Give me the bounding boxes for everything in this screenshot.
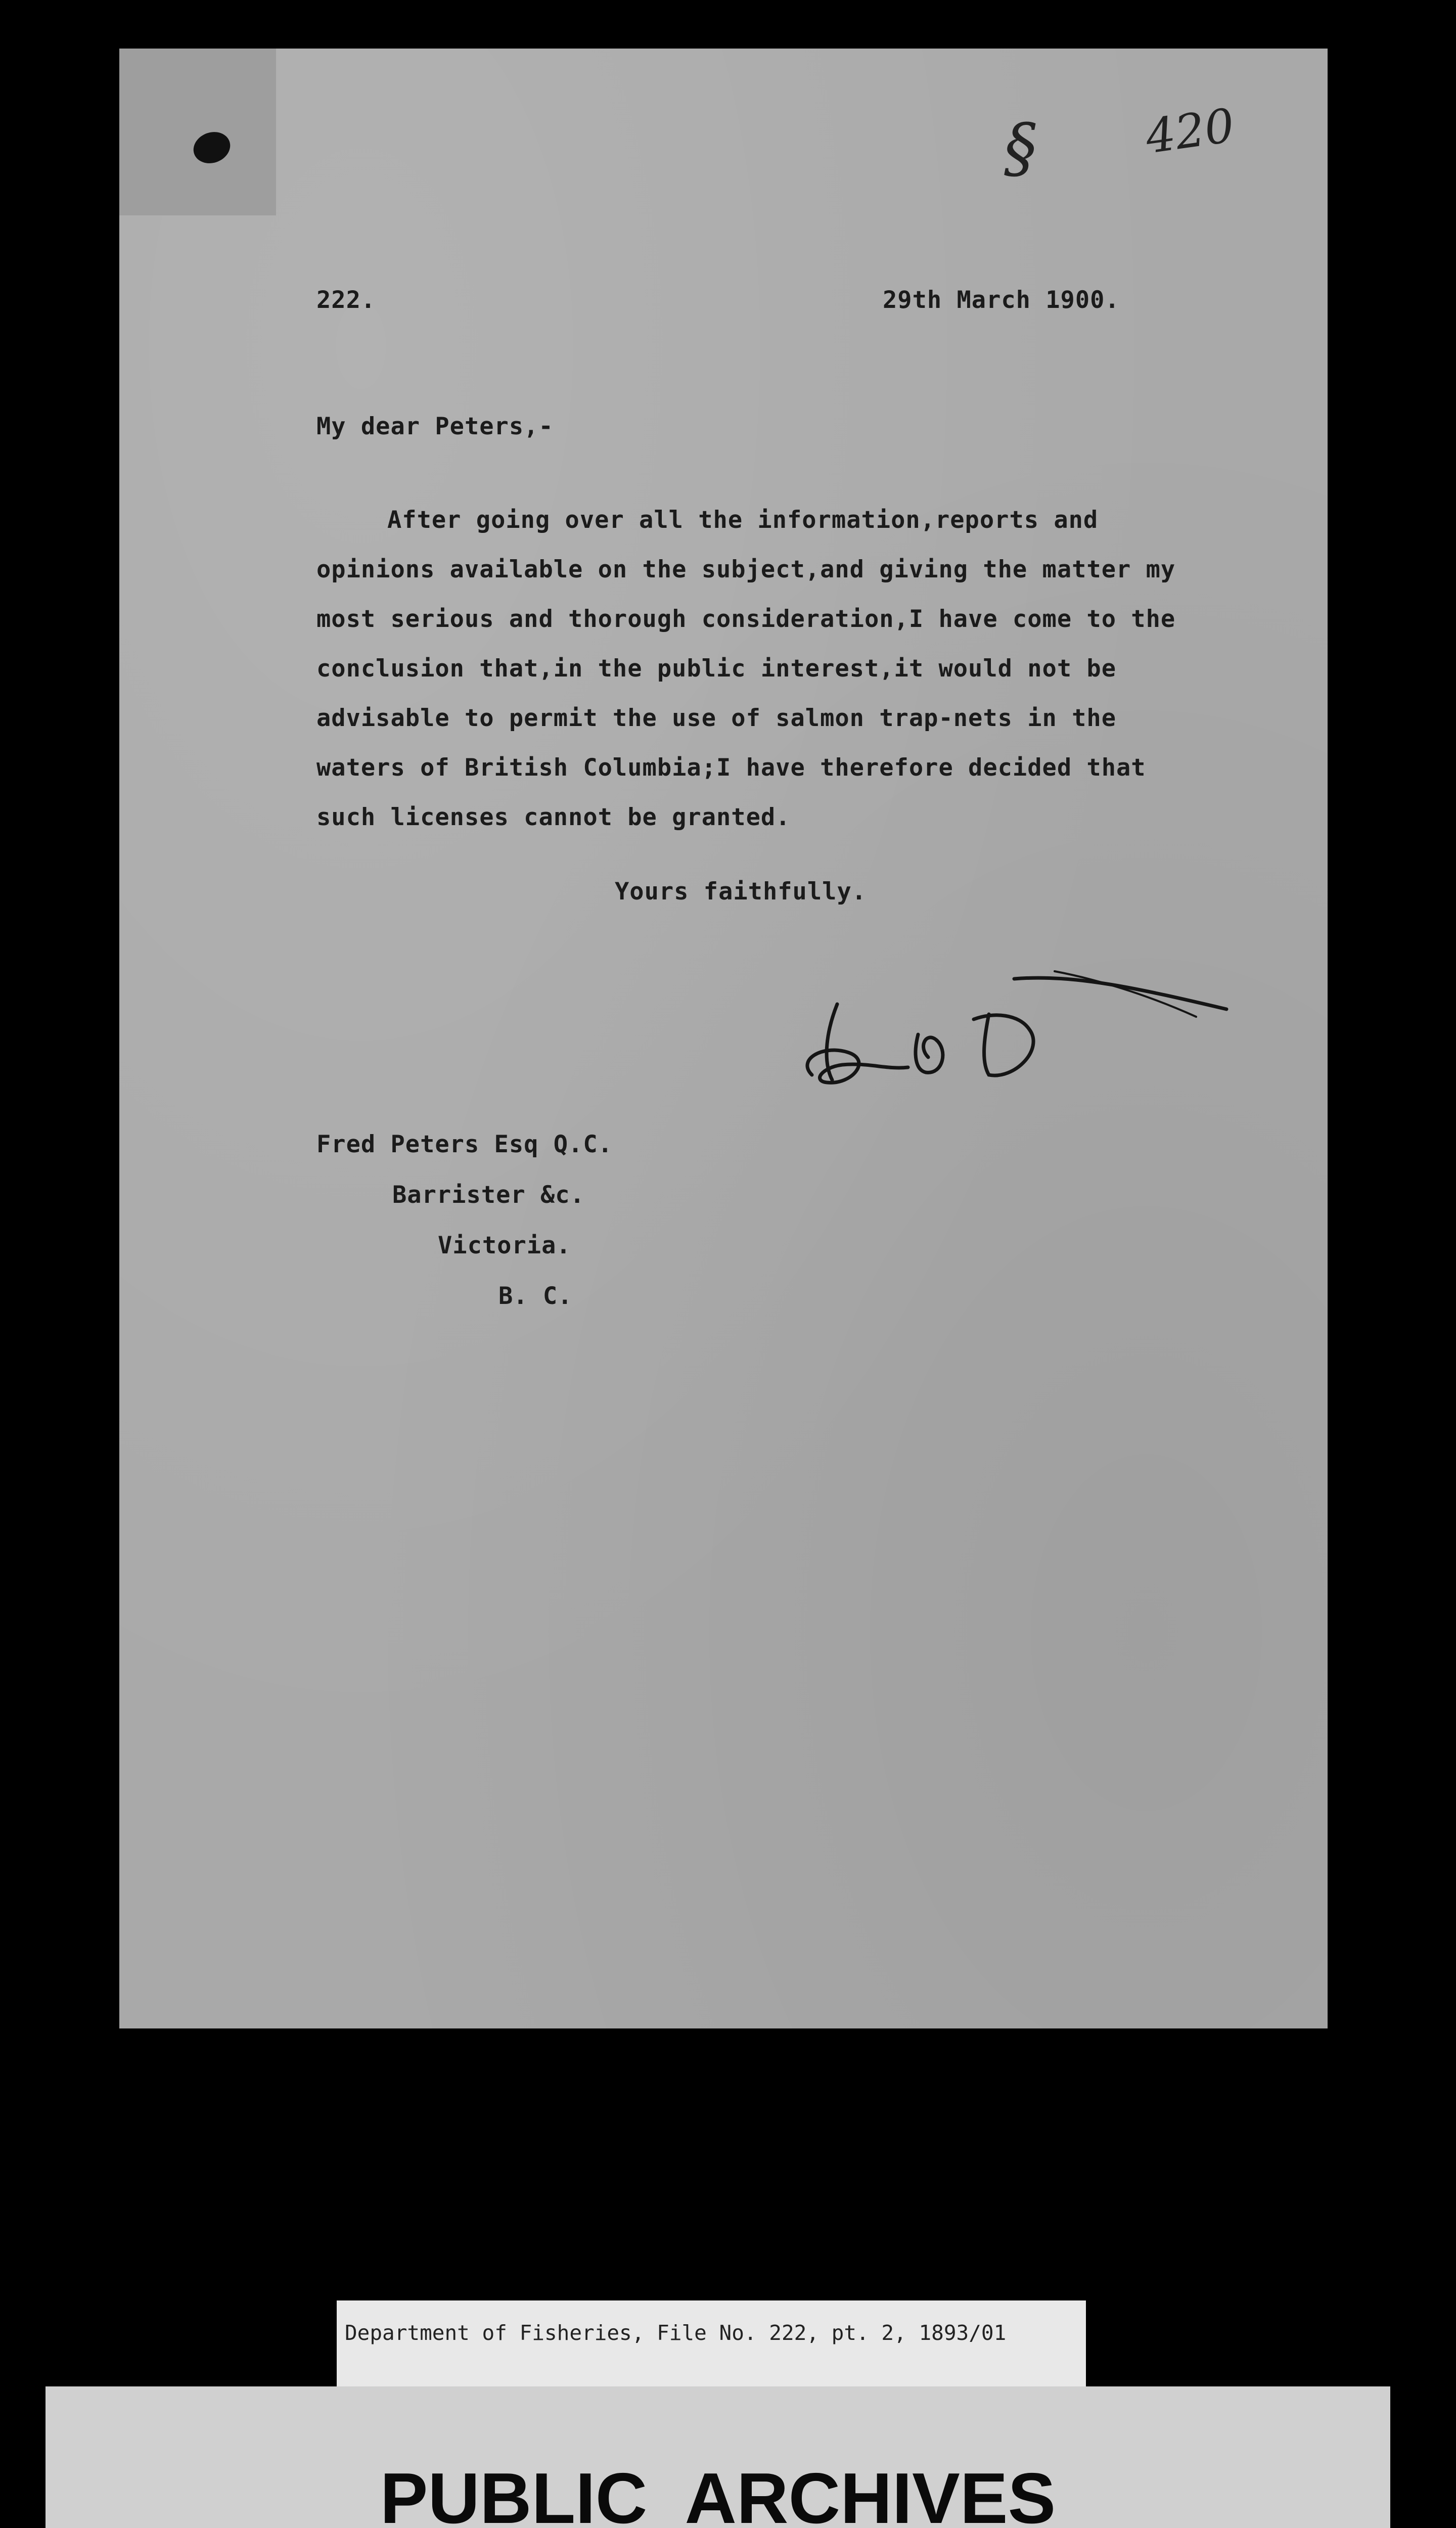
body-line: conclusion that,in the public interest,it would not be	[316, 655, 1117, 683]
signature-scribble	[792, 959, 1247, 1110]
body-line: After going over all the information,reports and	[387, 506, 1099, 534]
address-line: Barrister &c.	[392, 1181, 585, 1209]
handwritten-number: 420	[1142, 98, 1238, 164]
handwritten-symbol: §	[1004, 109, 1037, 186]
body-line: such licenses cannot be granted.	[316, 803, 791, 831]
archive-file-label	[337, 2300, 1086, 2387]
salutation: My dear Peters,-	[316, 413, 554, 440]
archives-stamp	[46, 2386, 1390, 2528]
file-label-text: Department of Fisheries, File No. 222, pt. 2, 1893/01	[345, 2321, 1007, 2345]
letter-date: 29th March 1900.	[883, 286, 1120, 314]
closing: Yours faithfully.	[615, 878, 867, 906]
file-number: 222.	[316, 286, 376, 314]
body-line: waters of British Columbia;I have therefore decided that	[316, 754, 1146, 782]
letter-page	[119, 49, 1328, 2028]
body-line: advisable to permit the use of salmon trap-nets in the	[316, 704, 1117, 732]
corner-patch	[119, 49, 276, 215]
address-line: B. C.	[498, 1282, 573, 1310]
address-line: Victoria.	[438, 1232, 571, 1259]
address-line: Fred Peters Esq Q.C.	[316, 1131, 613, 1158]
body-line: most serious and thorough consideration,I have come to the	[316, 605, 1176, 633]
body-line: opinions available on the subject,and giving the matter my	[316, 556, 1176, 583]
stamp-line-english: PUBLIC ARCHIVES	[380, 2458, 1056, 2528]
